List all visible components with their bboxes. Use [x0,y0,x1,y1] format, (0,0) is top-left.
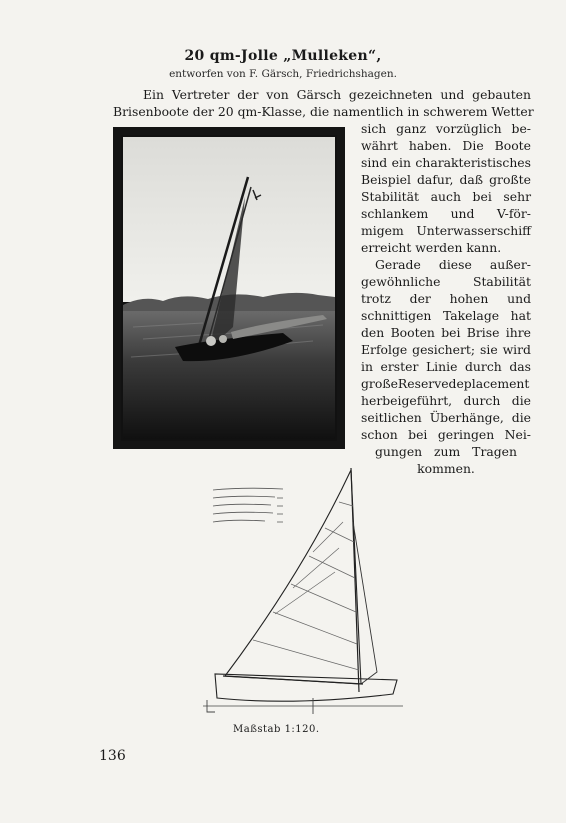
sail-plan-drawing [193,462,408,722]
text-line: schnittigen Takelage hat [361,308,531,323]
text-line: gewöhnliche Stabilität [361,274,531,289]
article-title: 20 qm-Jolle „Mulleken“, [184,48,382,64]
text-line: sich ganz vorzüglich be- [361,121,531,136]
text-line: Gerade diese außer- [375,257,531,272]
text-line: Stabilität auch bei sehr [361,189,531,204]
text-line: Brisenboote der 20 qm-Klasse, die namentlich in schwerem Wetter [113,104,534,119]
text-line: gungen zum Tragen [375,444,517,459]
boat-photograph [113,127,345,449]
text-line: seitlichen Überhänge, die [361,410,531,425]
text-line: trotz der hohen und [361,291,531,306]
figure-caption: Maßstab 1:120. [233,724,320,735]
text-line: erreicht werden kann. [361,240,502,255]
text-line: in erster Linie durch das [361,359,531,374]
page-number: 136 [99,748,126,764]
text-line: Ein Vertreter der von Gärsch gezeichneten und gebauten [143,87,531,102]
text-line: kommen. [417,461,475,476]
text-line: Erfolge gesichert; sie wird [361,342,531,357]
text-line: währt haben. Die Boote [361,138,531,153]
text-line: schon bei geringen Nei- [361,427,531,442]
article-byline: entworfen von F. Gärsch, Friedrichshagen. [169,68,397,80]
text-line: sind ein charakteristisches [361,155,531,170]
intro-paragraph [113,86,534,120]
text-line: schlankem und V-för- [361,206,531,221]
paragraph-column-1 [361,120,531,256]
text-line: migem Unterwasserschiff [361,223,531,238]
paragraph-column-2 [361,256,531,477]
text-line: großeReservedeplacement [361,376,530,391]
text-line: herbeigeführt, durch die [361,393,531,408]
text-line: Beispiel dafur, daß großte [361,172,531,187]
drawing-legend-scribble [213,488,283,522]
text-line: den Booten bei Brise ihre [361,325,531,340]
